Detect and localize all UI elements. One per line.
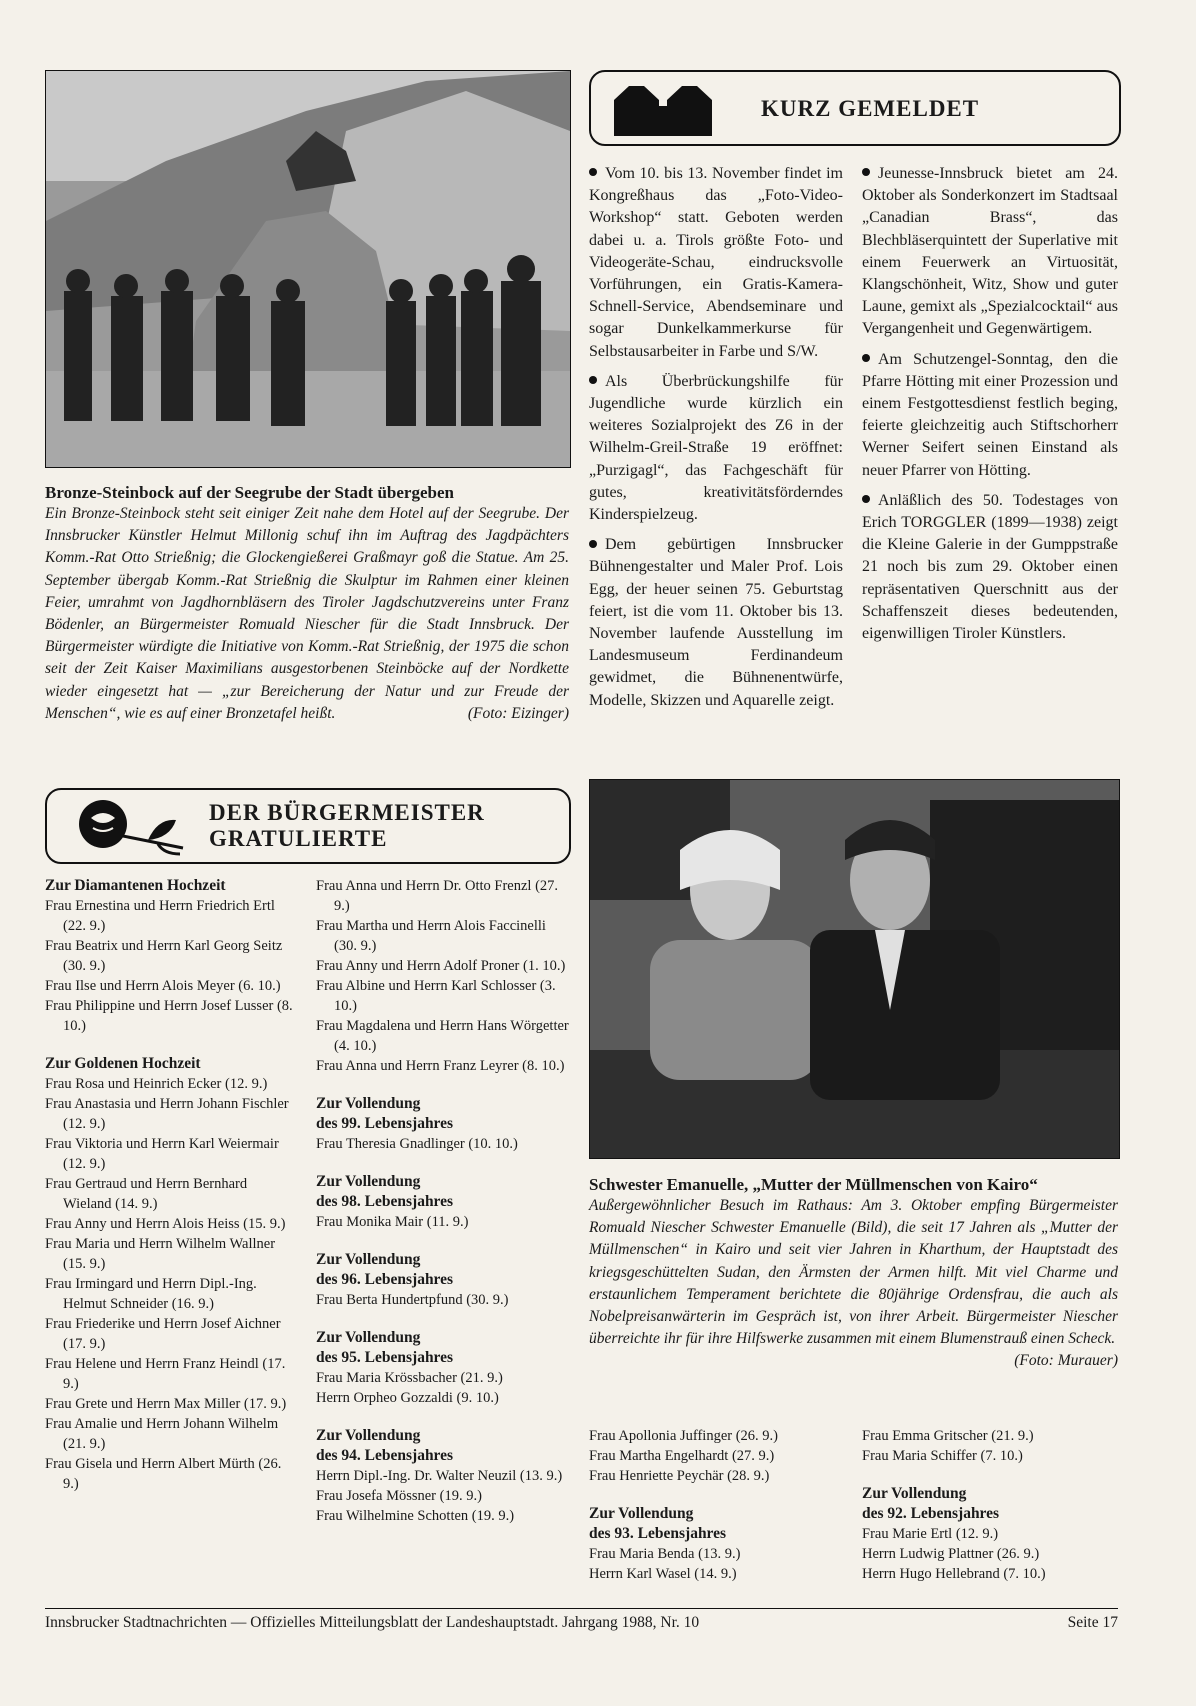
gratulation-entry: Frau Maria Krössbacher (21. 9.) xyxy=(316,1370,503,1386)
gratulation-entry: Herrn Orpheo Gozzaldi (9. 10.) xyxy=(316,1390,499,1406)
emanuelle-caption-title: Schwester Emanuelle, „Mutter der Müllmenschen von Kairo“ xyxy=(589,1175,1038,1194)
gratulation-entry: Frau Anny und Herrn Alois Heiss (15. 9.) xyxy=(45,1216,286,1232)
gratulation-group xyxy=(316,876,570,1076)
gratulation-entry: Frau Monika Mair (11. 9.) xyxy=(316,1214,469,1230)
gratulation-entry: Frau Wilhelmine Schotten (19. 9.) xyxy=(316,1508,515,1524)
gratulation-heading: Zur Vollendung des 96. Lebensjahres xyxy=(316,1251,454,1288)
kurz-item: Als Überbrückungshilfe für Jugendliche wurde kürzlich ein weiteres Sozialprojekt des Z6 in der Wilhelm-Greil-Straße 19 eröffnet: „Purzigagl“, das Fachgeschäft für gutes, kreativitätsförderndes Kinderspielzeug. xyxy=(589,372,843,524)
bullet-icon xyxy=(862,495,870,503)
gratulation-group xyxy=(316,1172,570,1232)
footer-rule xyxy=(45,1608,1118,1609)
kurz-gemeldet-title: KURZ GEMELDET xyxy=(761,96,980,121)
buergermeister-title-2: GRATULIERTE xyxy=(209,826,388,851)
gratulation-entry: Frau Martha Engelhardt (27. 9.) xyxy=(589,1448,775,1464)
gratulation-column-a xyxy=(45,876,297,1512)
gratulation-group xyxy=(45,1054,297,1494)
kurz-column-1 xyxy=(589,163,843,720)
gratulation-entry: Frau Rosa und Heinrich Ecker (12. 9.) xyxy=(45,1076,268,1092)
gratulation-group xyxy=(589,1504,843,1584)
gratulation-group xyxy=(45,876,297,1036)
gratulation-heading: Zur Diamantenen Hochzeit xyxy=(45,877,226,894)
footer-page-number: Seite 17 xyxy=(1067,1614,1118,1631)
steinbock-caption-title: Bronze-Steinbock auf der Seegrube der Stadt übergeben xyxy=(45,483,454,502)
gratulation-entry: Frau Grete und Herrn Max Miller (17. 9.) xyxy=(45,1396,287,1412)
gratulation-entry: Frau Marie Ertl (12. 9.) xyxy=(862,1526,999,1542)
bullet-icon xyxy=(589,540,597,548)
gratulation-entry: Frau Emma Gritscher (21. 9.) xyxy=(862,1428,1034,1444)
steinbock-photo-art xyxy=(46,71,570,467)
gratulation-entry: Frau Gisela und Herrn Albert Mürth (26. 9.) xyxy=(45,1456,282,1492)
gratulation-entry: Herrn Karl Wasel (14. 9.) xyxy=(589,1566,737,1582)
gratulation-entry: Frau Gertraud und Herrn Bernhard Wieland (14. 9.) xyxy=(45,1176,248,1212)
gratulation-group xyxy=(862,1426,1118,1466)
footer-publication: Innsbrucker Stadtnachrichten — Offizielles Mitteilungsblatt der Landeshauptstadt. Jahrgang 1988, Nr. 10 xyxy=(45,1614,700,1631)
gratulation-entry: Frau Helene und Herrn Franz Heindl (17. 9.) xyxy=(45,1356,286,1392)
steinbock-photo xyxy=(45,70,571,468)
gratulation-heading: Zur Goldenen Hochzeit xyxy=(45,1055,201,1072)
kurz-item: Am Schutzengel-Sonntag, den die Pfarre Hötting mit einer Prozession und einem Festgottesdienst festlich beging, feierte gleichzeitig auch Stiftschorherr Werner Seifert seinen Einstand als neuer Pfarrer von Hötting. xyxy=(862,350,1118,479)
gratulation-column-c xyxy=(589,1426,843,1602)
bullet-icon xyxy=(862,354,870,362)
gratulation-entry: Frau Viktoria und Herrn Karl Weiermair (12. 9.) xyxy=(45,1136,279,1172)
gratulation-entry: Frau Anna und Herrn Dr. Otto Frenzl (27. 9.) xyxy=(316,878,559,914)
buergermeister-header xyxy=(45,788,571,864)
gratulation-entry: Frau Berta Hundertpfund (30. 9.) xyxy=(316,1292,509,1308)
gratulation-group xyxy=(316,1250,570,1310)
gratulation-entry: Frau Amalie und Herrn Johann Wilhelm (21. 9.) xyxy=(45,1416,279,1452)
steinbock-caption-text: Ein Bronze-Steinbock steht seit einiger Zeit nahe dem Hotel auf der Seegrube. Der Innsbrucker Künstler Helmut Millonig schuf ihn im Auftrag des Jagdpächters Komm.-Rat Otto Strießnig; die Glockengießerei Graßmayr goß die Statue. Am 25. September übergab Komm.-Rat Strießnig die Skulptur im Rahmen einer kleinen Feier, umrahmt von Jagdhornbläsern des Tiroler Jagdschutzvereins unter Franz Bödenler, an Bürgermeister Romuald Niescher für die Stadt Innsbruck. Der Bürgermeister würdigte die Initiative von Komm.-Rat Strießnig, der 1975 die schon seit der Zeit Kaiser Maximilians ausgestorbenen Steinböcke auf der Nordkette wieder eingesetzt hat — „zur Bereicherung der Natur und zur Freude der Menschen“, wie es auf einer Bronzetafel heißt. xyxy=(45,505,569,722)
bullet-icon xyxy=(589,376,597,384)
gratulation-entry: Frau Ernestina und Herrn Friedrich Ertl (22. 9.) xyxy=(45,898,275,934)
gratulation-entry: Frau Maria und Herrn Wilhelm Wallner (15. 9.) xyxy=(45,1236,276,1272)
gratulation-entry: Frau Apollonia Juffinger (26. 9.) xyxy=(589,1428,779,1444)
gratulation-entry: Frau Henriette Peychär (28. 9.) xyxy=(589,1468,770,1484)
steinbock-photo-credit: (Foto: Eizinger) xyxy=(467,704,569,722)
gratulation-entry: Frau Albine und Herrn Karl Schlosser (3. 10.) xyxy=(316,978,556,1014)
gratulation-entry: Frau Magdalena und Herrn Hans Wörgetter (4. 10.) xyxy=(316,1018,569,1054)
gratulation-group xyxy=(316,1094,570,1154)
gratulation-entry: Herrn Ludwig Plattner (26. 9.) xyxy=(862,1546,1040,1562)
gratulation-entry: Frau Ilse und Herrn Alois Meyer (6. 10.) xyxy=(45,978,281,994)
buergermeister-title-1: DER BÜRGERMEISTER xyxy=(209,800,485,825)
gratulation-group xyxy=(862,1484,1118,1584)
gratulation-entry: Frau Irmingard und Herrn Dipl.-Ing. Helmut Schneider (16. 9.) xyxy=(45,1276,257,1312)
gratulation-heading: Zur Vollendung des 93. Lebensjahres xyxy=(589,1505,727,1542)
gratulation-group xyxy=(589,1426,843,1486)
gratulation-entry: Frau Anastasia und Herrn Johann Fischler (12. 9.) xyxy=(45,1096,289,1132)
gratulation-entry: Herrn Hugo Hellebrand (7. 10.) xyxy=(862,1566,1046,1582)
gratulation-entry: Herrn Dipl.-Ing. Dr. Walter Neuzil (13. 9.) xyxy=(316,1468,563,1484)
emanuelle-photo xyxy=(589,779,1120,1159)
gratulation-entry: Frau Martha und Herrn Alois Faccinelli (30. 9.) xyxy=(316,918,546,954)
gratulation-column-b xyxy=(316,876,570,1544)
gratulation-entry: Frau Maria Schiffer (7. 10.) xyxy=(862,1448,1023,1464)
kurz-item: Jeunesse-Innsbruck bietet am 24. Oktober als Sonderkonzert im Stadtsaal „Canadian Brass“, das Blechbläserquintett der Superlative mit einem Feuerwerk an Virtuosität, Klangschönheit, Witz, Show und guter Laune, gemixt als „Spezialcocktail“ aus Vergangenheit und Gegenwärtigem. xyxy=(862,165,1118,338)
gratulation-entry: Frau Maria Benda (13. 9.) xyxy=(589,1546,741,1562)
kurz-column-2 xyxy=(862,163,1118,653)
gratulation-entry: Frau Beatrix und Herrn Karl Georg Seitz (30. 9.) xyxy=(45,938,283,974)
gratulation-heading: Zur Vollendung des 98. Lebensjahres xyxy=(316,1173,454,1210)
gratulation-group xyxy=(316,1328,570,1408)
emanuelle-caption xyxy=(589,1174,1118,1373)
houses-icon xyxy=(609,78,729,138)
rose-icon xyxy=(63,796,193,856)
emanuelle-photo-art xyxy=(590,780,1119,1158)
gratulation-heading: Zur Vollendung des 99. Lebensjahres xyxy=(316,1095,454,1132)
emanuelle-caption-text: Außergewöhnlicher Besuch im Rathaus: Am 3. Oktober empfing Bürgermeister Romuald Niescher Schwester Emanuelle (Bild), die seit 17 Jahren als „Mutter der Müllmenschen“ in Kairo und seit vier Jahren in Kharthum, der Hauptstadt des kriegsgeschüttelten Sudan, den Ärmsten der Armen hilft. Mit viel Charme und erstaunlichem Temperament berichtete die 80jährige Ordensfrau, die auch als Nobelpreisanwärterin im Gespräch ist, von ihrer Arbeit. Bürgermeister Niescher überreichte ihr für ihre Hilfswerke zusammen mit einem Blumenstrauß einen Scheck. xyxy=(589,1197,1118,1348)
kurz-gemeldet-header xyxy=(589,70,1121,146)
gratulation-group xyxy=(316,1426,570,1526)
gratulation-entry: Frau Philippine und Herrn Josef Lusser (8. 10.) xyxy=(45,998,293,1034)
gratulation-heading: Zur Vollendung des 95. Lebensjahres xyxy=(316,1329,454,1366)
kurz-item: Anläßlich des 50. Todestages von Erich TORGGLER (1899—1938) zeigt die Kleine Galerie in der Gumppstraße 21 noch bis zum 29. Oktober einen repräsentativen Querschnitt aus der Schaffenszeit dieses bedeutenden, eigenwilligen Tiroler Künstlers. xyxy=(862,491,1118,643)
steinbock-caption-body xyxy=(45,503,569,725)
gratulation-heading: Zur Vollendung des 94. Lebensjahres xyxy=(316,1427,454,1464)
gratulation-entry: Frau Theresia Gnadlinger (10. 10.) xyxy=(316,1136,518,1152)
kurz-item: Vom 10. bis 13. November findet im Kongreßhaus das „Foto-Video-Workshop“ statt. Geboten werden dabei u. a. Tirols größte Foto- und Videogeräte-Schau, eindrucksvolle Vorführungen, ein Gratis-Kamera-Schnell-Service, Abendseminare und sogar Dunkelkammerkurse für Selbstausarbeiter in Farbe und S/W. xyxy=(589,165,843,360)
bullet-icon xyxy=(862,168,870,176)
gratulation-column-d xyxy=(862,1426,1118,1602)
emanuelle-caption-body xyxy=(589,1195,1118,1370)
emanuelle-photo-credit: (Foto: Murauer) xyxy=(1014,1352,1118,1370)
gratulation-entry: Frau Anny und Herrn Adolf Proner (1. 10.) xyxy=(316,958,566,974)
steinbock-caption xyxy=(45,482,569,725)
bullet-icon xyxy=(589,168,597,176)
gratulation-entry: Frau Friederike und Herrn Josef Aichner (17. 9.) xyxy=(45,1316,281,1352)
gratulation-entry: Frau Josefa Mössner (19. 9.) xyxy=(316,1488,482,1504)
gratulation-entry: Frau Anna und Herrn Franz Leyrer (8. 10.) xyxy=(316,1058,565,1074)
kurz-item: Dem gebürtigen Innsbrucker Bühnengestalter und Maler Prof. Lois Egg, der heuer seinen 75. Geburtstag feiert, ist die vom 11. Oktober bis 13. November laufende Ausstellung im Landesmuseum Ferdinandeum gewidmet, die Bühnenentwürfe, Modelle, Skizzen und Aquarelle zeigt. xyxy=(589,536,843,709)
gratulation-heading: Zur Vollendung des 92. Lebensjahres xyxy=(862,1485,1000,1522)
